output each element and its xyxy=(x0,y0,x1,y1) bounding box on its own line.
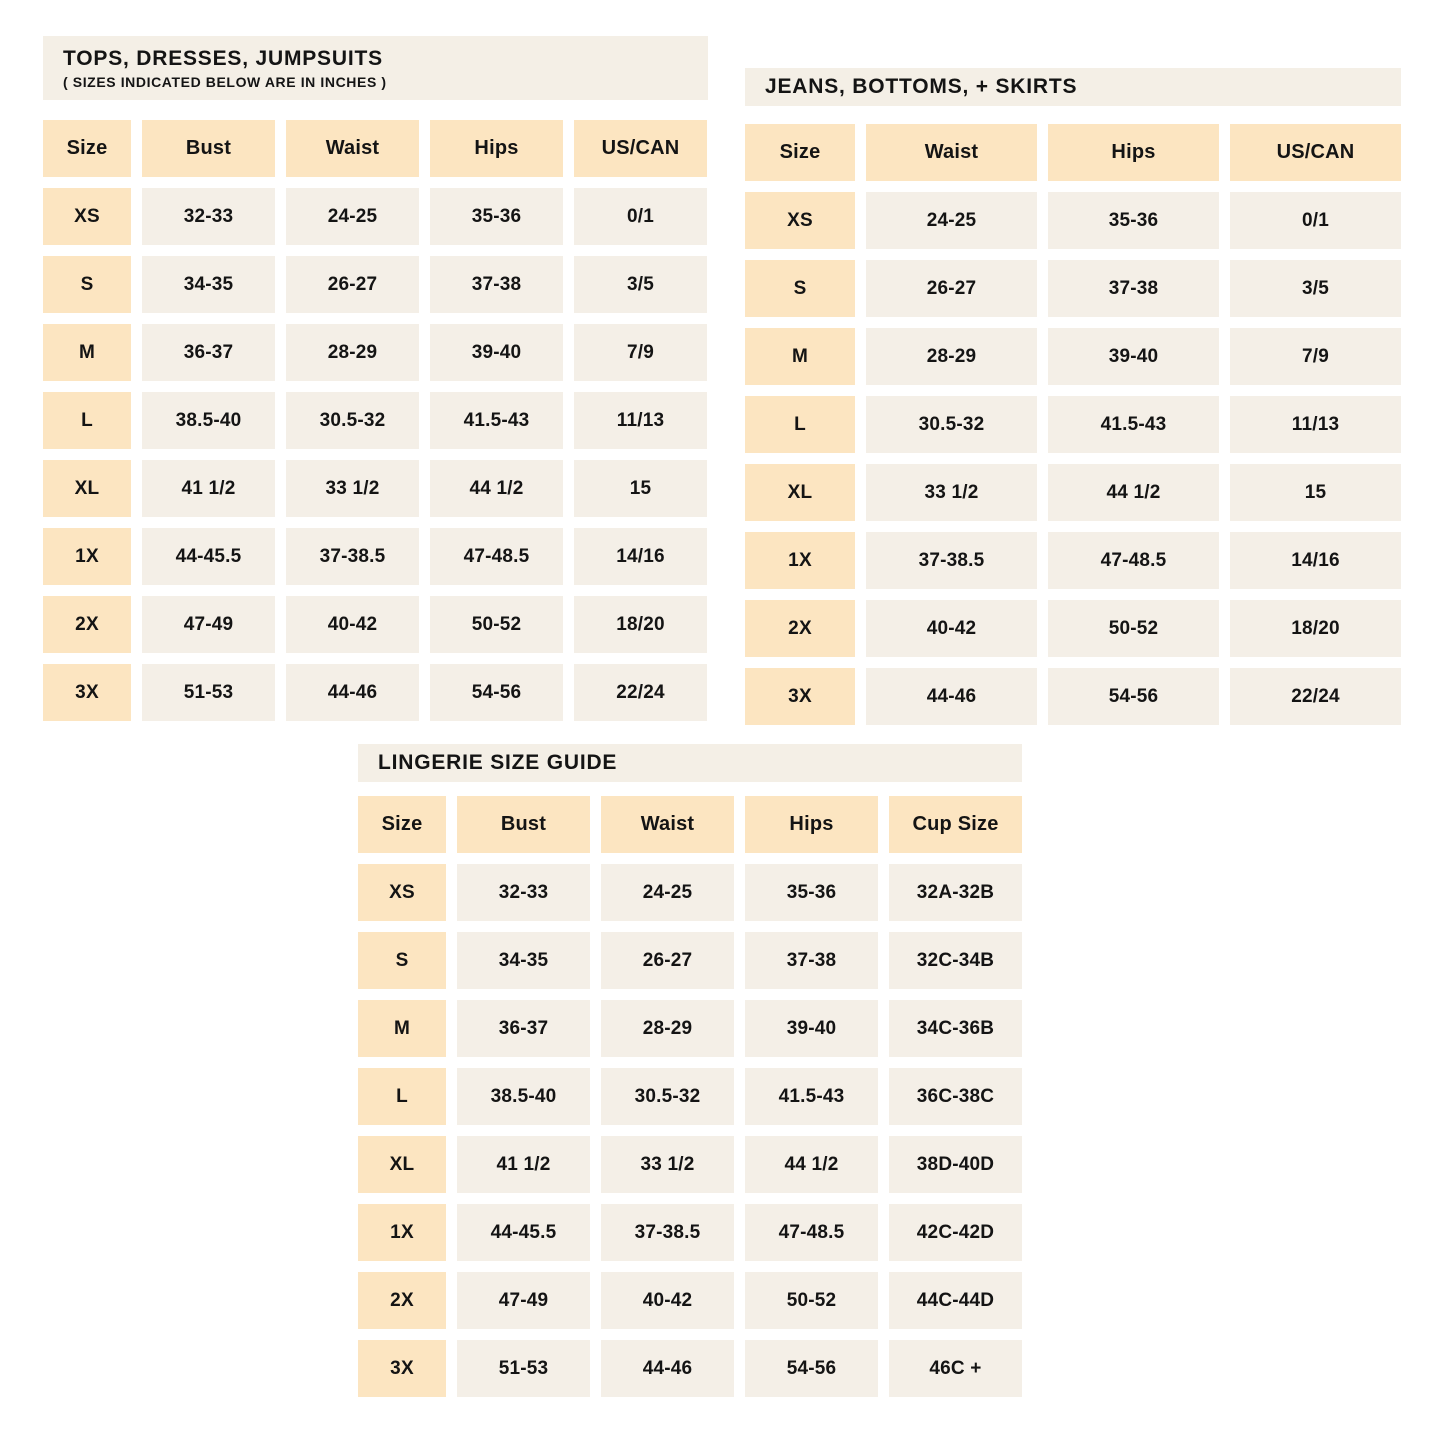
measurement-value-cell: 35-36 xyxy=(1048,192,1219,249)
measurement-value-cell: 37-38 xyxy=(745,932,878,989)
lingerie-title: LINGERIE SIZE GUIDE xyxy=(378,751,618,774)
measurement-value-cell: 39-40 xyxy=(745,1000,878,1057)
measurement-value-cell: 41.5-43 xyxy=(1048,396,1219,453)
column-header-size: Size xyxy=(358,796,446,853)
measurement-value-cell: 40-42 xyxy=(866,600,1037,657)
measurement-value-cell: 39-40 xyxy=(1048,328,1219,385)
measurement-value-cell: 41.5-43 xyxy=(430,392,563,449)
column-header-size: Size xyxy=(745,124,855,181)
measurement-value-cell: 36-37 xyxy=(142,324,275,381)
measurement-value-cell: 38.5-40 xyxy=(457,1068,590,1125)
tops-title-band xyxy=(43,36,708,100)
measurement-value-cell: 32C-34B xyxy=(889,932,1022,989)
measurement-value-cell: 32-33 xyxy=(457,864,590,921)
measurement-value-cell: 39-40 xyxy=(430,324,563,381)
lingerie-title-band xyxy=(358,744,1022,782)
measurement-value-cell: 24-25 xyxy=(866,192,1037,249)
size-label-cell: XL xyxy=(43,460,131,517)
tops-subtitle: ( SIZES INDICATED BELOW ARE IN INCHES ) xyxy=(63,73,387,90)
size-label-cell: XS xyxy=(43,188,131,245)
tops-size-table-section xyxy=(43,36,708,721)
measurement-value-cell: 44-46 xyxy=(286,664,419,721)
measurement-value-cell: 3/5 xyxy=(574,256,707,313)
size-label-cell: S xyxy=(745,260,855,317)
measurement-value-cell: 50-52 xyxy=(430,596,563,653)
measurement-value-cell: 11/13 xyxy=(574,392,707,449)
tops-size-grid xyxy=(43,120,708,721)
measurement-value-cell: 30.5-32 xyxy=(601,1068,734,1125)
measurement-value-cell: 18/20 xyxy=(574,596,707,653)
size-label-cell: L xyxy=(358,1068,446,1125)
measurement-value-cell: 47-48.5 xyxy=(430,528,563,585)
measurement-value-cell: 33 1/2 xyxy=(286,460,419,517)
measurement-value-cell: 24-25 xyxy=(286,188,419,245)
measurement-value-cell: 28-29 xyxy=(601,1000,734,1057)
measurement-value-cell: 37-38.5 xyxy=(866,532,1037,589)
measurement-value-cell: 42C-42D xyxy=(889,1204,1022,1261)
measurement-value-cell: 40-42 xyxy=(601,1272,734,1329)
size-label-cell: 1X xyxy=(43,528,131,585)
measurement-value-cell: 37-38.5 xyxy=(286,528,419,585)
measurement-value-cell: 34C-36B xyxy=(889,1000,1022,1057)
measurement-value-cell: 54-56 xyxy=(430,664,563,721)
size-label-cell: XS xyxy=(358,864,446,921)
measurement-value-cell: 51-53 xyxy=(457,1340,590,1397)
measurement-value-cell: 30.5-32 xyxy=(866,396,1037,453)
lingerie-size-table-section xyxy=(358,744,1022,1397)
column-header-us-can: US/CAN xyxy=(1230,124,1401,181)
measurement-value-cell: 54-56 xyxy=(745,1340,878,1397)
size-label-cell: S xyxy=(43,256,131,313)
measurement-value-cell: 26-27 xyxy=(601,932,734,989)
measurement-value-cell: 22/24 xyxy=(574,664,707,721)
measurement-value-cell: 47-49 xyxy=(457,1272,590,1329)
measurement-value-cell: 44 1/2 xyxy=(430,460,563,517)
column-header-hips: Hips xyxy=(1048,124,1219,181)
measurement-value-cell: 40-42 xyxy=(286,596,419,653)
size-label-cell: 3X xyxy=(358,1340,446,1397)
size-label-cell: 1X xyxy=(358,1204,446,1261)
measurement-value-cell: 35-36 xyxy=(430,188,563,245)
measurement-value-cell: 34-35 xyxy=(457,932,590,989)
measurement-value-cell: 22/24 xyxy=(1230,668,1401,725)
size-label-cell: 3X xyxy=(745,668,855,725)
size-label-cell: 2X xyxy=(745,600,855,657)
measurement-value-cell: 14/16 xyxy=(1230,532,1401,589)
measurement-value-cell: 37-38 xyxy=(1048,260,1219,317)
measurement-value-cell: 33 1/2 xyxy=(601,1136,734,1193)
measurement-value-cell: 24-25 xyxy=(601,864,734,921)
size-label-cell: L xyxy=(745,396,855,453)
column-header-bust: Bust xyxy=(457,796,590,853)
measurement-value-cell: 36C-38C xyxy=(889,1068,1022,1125)
measurement-value-cell: 44-45.5 xyxy=(457,1204,590,1261)
measurement-value-cell: 14/16 xyxy=(574,528,707,585)
size-label-cell: 1X xyxy=(745,532,855,589)
size-label-cell: 3X xyxy=(43,664,131,721)
measurement-value-cell: 15 xyxy=(574,460,707,517)
measurement-value-cell: 37-38 xyxy=(430,256,563,313)
size-label-cell: L xyxy=(43,392,131,449)
measurement-value-cell: 44 1/2 xyxy=(745,1136,878,1193)
measurement-value-cell: 47-48.5 xyxy=(745,1204,878,1261)
size-label-cell: M xyxy=(745,328,855,385)
measurement-value-cell: 44-46 xyxy=(601,1340,734,1397)
measurement-value-cell: 0/1 xyxy=(1230,192,1401,249)
measurement-value-cell: 44 1/2 xyxy=(1048,464,1219,521)
column-header-hips: Hips xyxy=(430,120,563,177)
measurement-value-cell: 47-48.5 xyxy=(1048,532,1219,589)
measurement-value-cell: 7/9 xyxy=(1230,328,1401,385)
size-label-cell: M xyxy=(358,1000,446,1057)
tops-title: TOPS, DRESSES, JUMPSUITS xyxy=(63,46,383,70)
measurement-value-cell: 38.5-40 xyxy=(142,392,275,449)
measurement-value-cell: 44-46 xyxy=(866,668,1037,725)
measurement-value-cell: 28-29 xyxy=(866,328,1037,385)
lingerie-size-grid xyxy=(358,796,1022,1397)
measurement-value-cell: 41 1/2 xyxy=(457,1136,590,1193)
measurement-value-cell: 0/1 xyxy=(574,188,707,245)
bottoms-size-table-section xyxy=(745,68,1401,725)
measurement-value-cell: 26-27 xyxy=(286,256,419,313)
size-label-cell: M xyxy=(43,324,131,381)
measurement-value-cell: 30.5-32 xyxy=(286,392,419,449)
measurement-value-cell: 15 xyxy=(1230,464,1401,521)
measurement-value-cell: 3/5 xyxy=(1230,260,1401,317)
measurement-value-cell: 18/20 xyxy=(1230,600,1401,657)
measurement-value-cell: 11/13 xyxy=(1230,396,1401,453)
size-label-cell: 2X xyxy=(43,596,131,653)
column-header-hips: Hips xyxy=(745,796,878,853)
size-label-cell: XL xyxy=(358,1136,446,1193)
size-label-cell: 2X xyxy=(358,1272,446,1329)
column-header-waist: Waist xyxy=(866,124,1037,181)
measurement-value-cell: 46C + xyxy=(889,1340,1022,1397)
column-header-cup-size: Cup Size xyxy=(889,796,1022,853)
measurement-value-cell: 28-29 xyxy=(286,324,419,381)
bottoms-title-band xyxy=(745,68,1401,106)
size-label-cell: S xyxy=(358,932,446,989)
measurement-value-cell: 44-45.5 xyxy=(142,528,275,585)
measurement-value-cell: 47-49 xyxy=(142,596,275,653)
measurement-value-cell: 36-37 xyxy=(457,1000,590,1057)
measurement-value-cell: 7/9 xyxy=(574,324,707,381)
measurement-value-cell: 54-56 xyxy=(1048,668,1219,725)
bottoms-size-grid xyxy=(745,124,1401,725)
size-label-cell: XL xyxy=(745,464,855,521)
bottoms-title: JEANS, BOTTOMS, + SKIRTS xyxy=(765,75,1078,98)
measurement-value-cell: 50-52 xyxy=(745,1272,878,1329)
measurement-value-cell: 41 1/2 xyxy=(142,460,275,517)
measurement-value-cell: 34-35 xyxy=(142,256,275,313)
measurement-value-cell: 41.5-43 xyxy=(745,1068,878,1125)
column-header-us-can: US/CAN xyxy=(574,120,707,177)
column-header-waist: Waist xyxy=(286,120,419,177)
measurement-value-cell: 32A-32B xyxy=(889,864,1022,921)
column-header-size: Size xyxy=(43,120,131,177)
column-header-bust: Bust xyxy=(142,120,275,177)
measurement-value-cell: 51-53 xyxy=(142,664,275,721)
measurement-value-cell: 26-27 xyxy=(866,260,1037,317)
measurement-value-cell: 32-33 xyxy=(142,188,275,245)
measurement-value-cell: 38D-40D xyxy=(889,1136,1022,1193)
measurement-value-cell: 50-52 xyxy=(1048,600,1219,657)
measurement-value-cell: 35-36 xyxy=(745,864,878,921)
column-header-waist: Waist xyxy=(601,796,734,853)
measurement-value-cell: 37-38.5 xyxy=(601,1204,734,1261)
measurement-value-cell: 33 1/2 xyxy=(866,464,1037,521)
size-label-cell: XS xyxy=(745,192,855,249)
measurement-value-cell: 44C-44D xyxy=(889,1272,1022,1329)
